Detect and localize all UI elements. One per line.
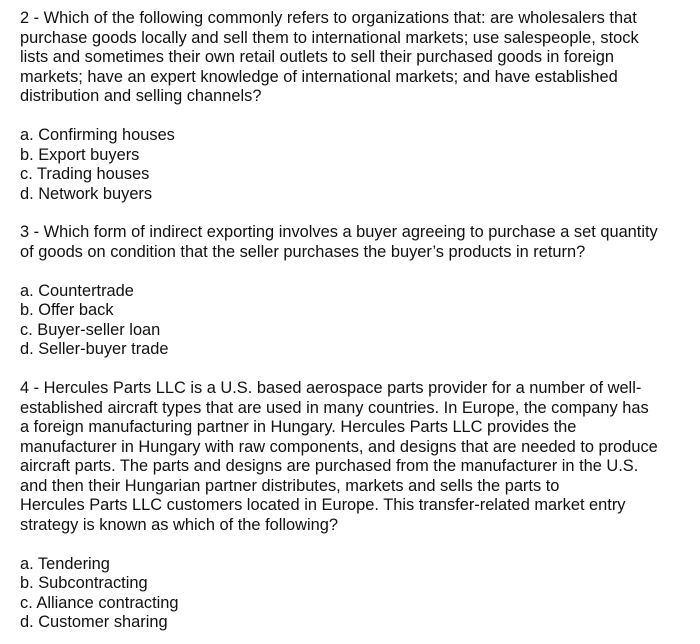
question-4-options (20, 555, 690, 633)
spacer (20, 536, 690, 555)
answer-option-b: b. Subcontracting (20, 574, 148, 593)
question-line: distribution and selling channels? (20, 87, 262, 106)
question-line: aircraft parts. The parts and designs are purchased from the manufacturer in the U.S. (20, 457, 639, 476)
question-line: lists and sometimes their own retail outlets to sell their purchased goods in foreign (20, 48, 615, 67)
question-line: markets; have an expert knowledge of international markets; and have established (20, 67, 618, 86)
answer-option-d: d. Network buyers (20, 184, 153, 203)
question-line: 4 - Hercules Parts LLC is a U.S. based aerospace parts provider for a number of well- (20, 378, 642, 397)
answer-option-b: b. Offer back (20, 301, 114, 320)
answer-option-a: a. Confirming houses (20, 125, 175, 144)
question-line: and then their Hungarian partner distributes, markets and sells the parts to (20, 476, 560, 495)
answer-option-c: c. Alliance contracting (20, 593, 179, 612)
question-3-options (20, 282, 690, 360)
answer-option-c: c. Buyer-seller loan (20, 320, 161, 339)
spacer (20, 204, 690, 223)
question-3 (20, 223, 690, 262)
question-line: Hercules Parts LLC customers located in Europe. This transfer-related market entry (20, 496, 626, 515)
question-line: established aircraft types that are used in many countries. In Europe, the company has (20, 398, 649, 417)
quiz-document (20, 9, 690, 633)
question-line: a foreign manufacturing partner in Hungary. Hercules Parts LLC provides the (20, 418, 577, 437)
question-line: manufacturer in Hungary with raw components, and designs that are needed to produce (20, 437, 658, 456)
spacer (20, 263, 690, 282)
question-line: of goods on condition that the seller purchases the buyer’s products in return? (20, 242, 586, 261)
question-line: 2 - Which of the following commonly refers to organizations that: are wholesalers that (20, 9, 637, 27)
spacer (20, 107, 690, 126)
question-2-options (20, 126, 690, 204)
question-line: 3 - Which form of indirect exporting involves a buyer agreeing to purchase a set quantity (20, 223, 658, 242)
answer-option-c: c. Trading houses (20, 165, 150, 184)
question-line: strategy is known as which of the following? (20, 516, 338, 535)
answer-option-a: a. Countertrade (20, 281, 134, 300)
question-4 (20, 379, 690, 536)
answer-option-b: b. Export buyers (20, 145, 140, 164)
question-2 (20, 9, 690, 107)
question-line: purchase goods locally and sell them to international markets; use salespeople, stock (20, 28, 639, 47)
spacer (20, 360, 690, 379)
answer-option-a: a. Tendering (20, 554, 110, 573)
answer-option-d: d. Seller-buyer trade (20, 340, 169, 359)
answer-option-d: d. Customer sharing (20, 613, 168, 632)
